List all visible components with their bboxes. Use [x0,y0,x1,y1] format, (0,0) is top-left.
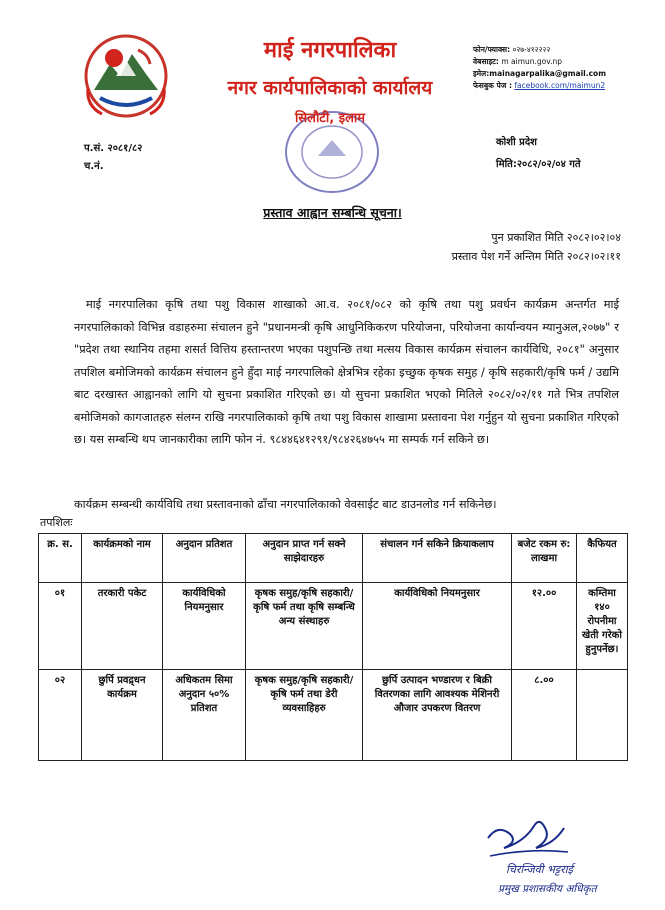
cell-remarks: कम्तिमा १४० रोपनीमा खेती गरेको हुनुपर्नेछ। [577,583,628,670]
issue-date: मिति:२०८२/०२/०४ गते [496,159,581,170]
publication-info [452,228,621,266]
notice-body: माई नगरपालिका कृषि तथा पशु विकास शाखाको आ.व. २०८१/०८२ को कृषि तथा पशु प्रवर्धन कार्यक्रम अन्तर्गत माई नगरपालिकाको विभिन्न वडाहरुमा संचालन हुने "प्रधानमन्त्री कृषि आधुनिकिकरण परियोजना, परियोजना कार्यान्वयन म्यानुअल,२०७७" र "प्रदेश तथा स्थानिय तहमा शसर्त वित्तिय हस्तान्तरण भएका पशुपन्छि तथा मत्सय विकास कार्यक्रम संचालन कार्यविधि, २०८१" अनुसार तपशिल बमोजिमको कार्यक्रम संचालन हुने हुँदा माई नगरपालिको क्षेत्रभित्र रहेका इच्छुक कृषक समुह / कृषि सहकारी/कृषि फर्म / उद्यमि बाट दरखास्त आह्वानको लागि यो सुचना प्रकाशित गरिएको छ। यो सुचना प्रकाशित भएको मितिले २०८२/०२/११ गते भित्र तपशिल बमोजिमको कागजातहरु संलग्न राखि नगरपालिकाको कृषि तथा पशु विकास शाखामा प्रस्तावना पेश गर्नुहुन यो सुचना प्रकाशित गरिएको छ। यस सम्बन्धि थप जानकारीका लागि फोन नं. ९८४४६४१२९१/९८४२६४७५५ मा सम्पर्क गर्न सकिने छ। [74,298,619,446]
program-table [38,533,628,761]
ref-number: प.सं. २०८१/८२ [84,143,143,154]
header-program: कार्यक्रमको नाम [82,534,163,583]
contact-website: वेबसाइट: m aimun.gov.np [473,57,562,66]
municipality-logo-icon [80,30,172,122]
province-date-block [496,132,581,176]
header-grant-percent: अनुदान प्रतिशत [163,534,246,583]
header-budget: बजेट रकम रु: लाखमा [512,534,577,583]
cell-activities: कार्यविधिको नियमनुसार [363,583,512,670]
cell-budget: १२.०० [512,583,577,670]
header-partners: अनुदान प्राप्त गर्न सक्ने साझेदारहरु [246,534,363,583]
cell-activities: छुर्पि उत्पादन भण्डारण र बिक्री वितरणका लागि आवश्यक मेशिनरी औजार उपकरण वितरण [363,670,512,761]
table-row [39,583,628,670]
notice-title: प्रस्ताव आह्वान सम्बन्धि सूचना। [263,205,402,220]
table-header-row [39,534,628,583]
cell-remarks [577,670,628,761]
header-sn: क्र. स. [39,534,82,583]
cell-partners: कृषक समुह/कृषि सहकारी/कृषि फर्म तथा कृषि सम्बन्धि अन्य संस्थाहरु [246,583,363,670]
cell-program: तरकारी पकेट [82,583,163,670]
cell-program: छुर्पि प्रवद्र्धन कार्यक्रम [82,670,163,761]
reference-block [84,140,142,176]
org-name: माई नगरपालिका [263,38,397,63]
cell-sn: ०२ [39,670,82,761]
province: कोशी प्रदेश [496,137,537,148]
republished-date: पुन प्रकाशित मिति २०८२।०२।०४ [491,231,621,244]
office-name: नगर कार्यपालिकाको कार्यालय [227,77,433,99]
details-label: तपशिलः [40,516,73,529]
table-row [39,670,628,761]
contact-email: इमेल:mainagarpalika@gmail.com [473,69,607,78]
office-address: सिलौटी, इलाम [294,111,366,126]
cell-partners: कृषक समुह/कृषि सहकारी/कृषि फर्म तथा डेरी व्यवसाहिहरु [246,670,363,761]
signatory-title: प्रमुख प्रशासकीय अधिकृत [498,883,597,895]
contact-block [473,44,623,92]
contact-facebook: फेसबुक पेज : facebook.com/maimun2 [473,81,606,90]
deadline-date: प्रस्ताव पेश गर्ने अन्तिम मिति २०८२।०२।११ [451,250,621,263]
cell-sn: ०१ [39,583,82,670]
ch-number: च.नं. [84,161,104,172]
program-note: कार्यक्रम सम्बन्धी कार्यविधि तथा प्रस्तावनाको ढाँचा नगरपालिकाको वेवसाईट बाट डाउनलोड गर्न सकिनेछ। [74,498,497,511]
cell-grant: कार्यविधिको नियमनुसार [163,583,246,670]
header-activities: संचालन गर्न सकिने क्रियाकलाप [363,534,512,583]
contact-phone: फोन/फ्याक्स: ०२७-४१२२२२ [473,45,551,54]
cell-grant: अधिकतम सिमा अनुदान ५०% प्रतिशत [163,670,246,761]
signatory-name: चिरन्जिवी भट्टराई [506,863,573,876]
header-remarks: कैफियत [577,534,628,583]
cell-budget: ८.०० [512,670,577,761]
